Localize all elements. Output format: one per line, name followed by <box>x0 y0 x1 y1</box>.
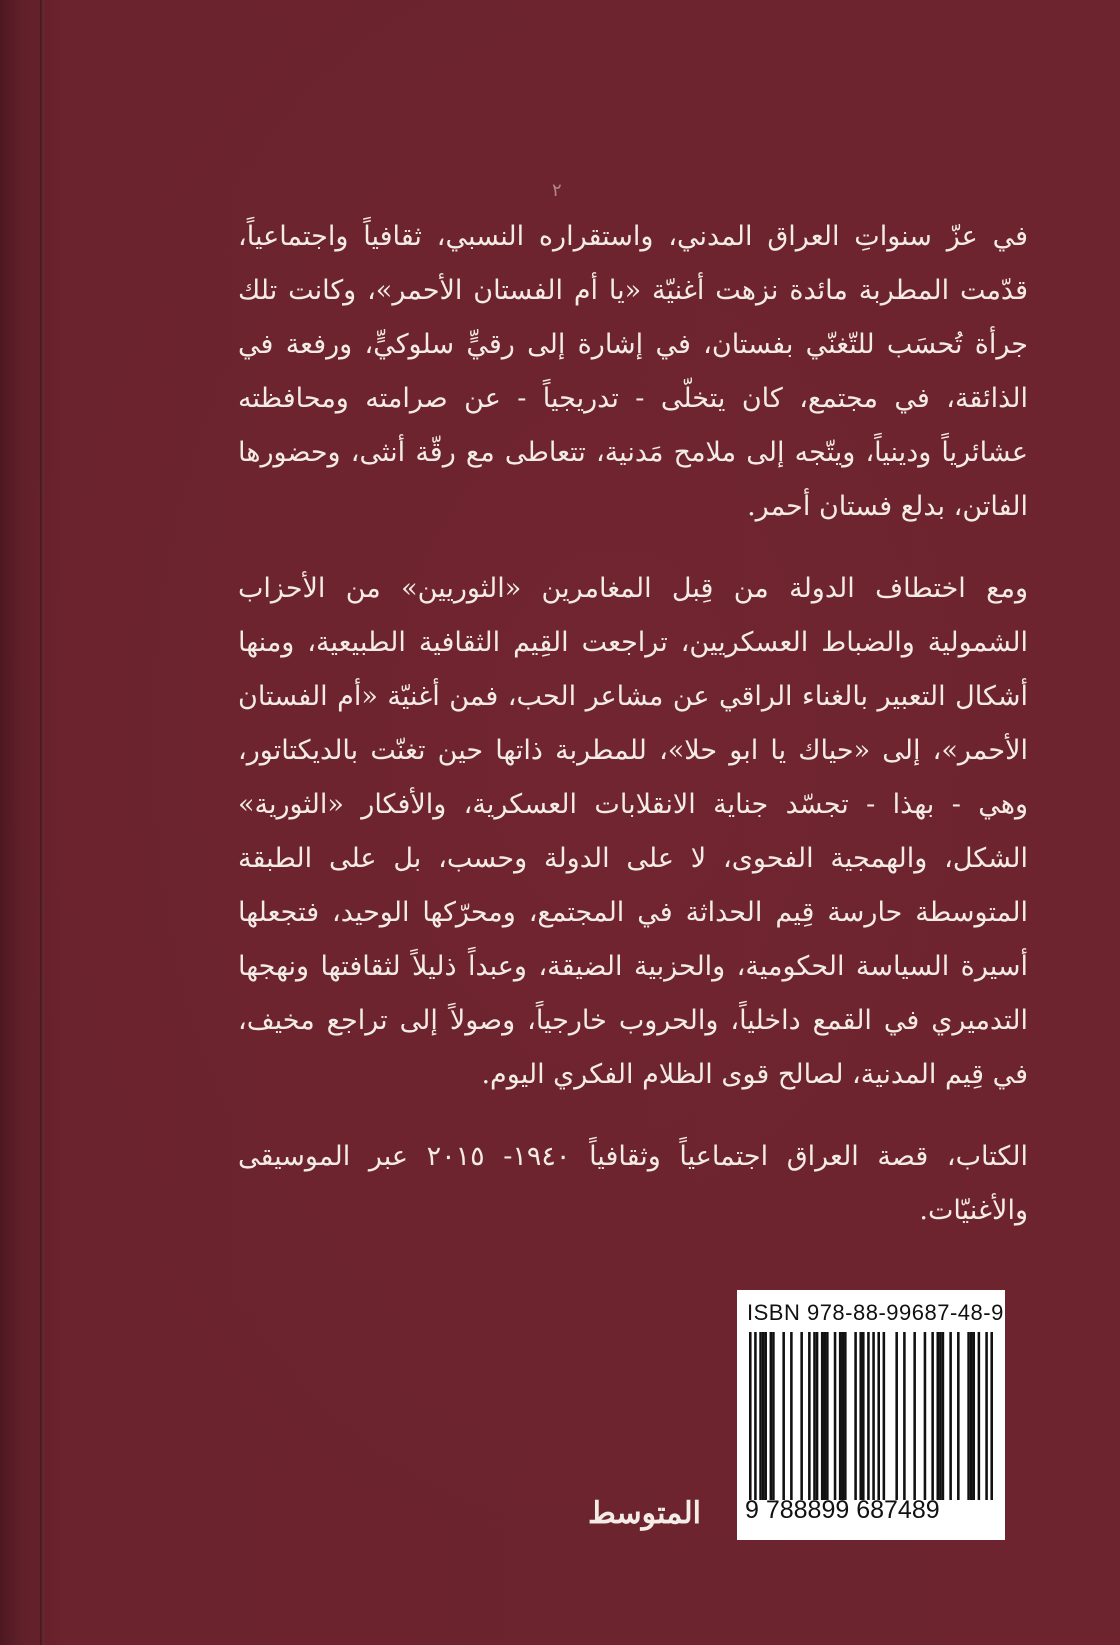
barcode-bar <box>826 1332 829 1500</box>
barcode-bar <box>990 1332 993 1500</box>
barcode-bar <box>967 1332 970 1500</box>
barcode-bar <box>823 1332 826 1500</box>
barcode-bar <box>749 1332 752 1500</box>
barcode-bar <box>841 1332 844 1500</box>
spine-groove <box>40 0 44 1645</box>
barcode-bar <box>942 1332 945 1500</box>
barcode-bar <box>931 1332 934 1500</box>
barcode-bar <box>764 1332 767 1500</box>
barcode-bar <box>936 1332 939 1500</box>
barcode-bar <box>790 1332 793 1500</box>
isbn-barcode-panel <box>737 1290 1005 1540</box>
barcode-bar <box>854 1332 857 1500</box>
barcode-bar <box>800 1332 803 1500</box>
publisher-logo: المتوسط <box>588 1496 701 1531</box>
barcode-bar <box>772 1332 775 1500</box>
barcode-bar <box>859 1332 862 1500</box>
barcode-bar <box>985 1332 988 1500</box>
barcode-bar <box>754 1332 757 1500</box>
blurb-paragraph-2: ومع اختطاف الدولة من قِبل المغامرين «الثوريين» من الأحزاب الشمولية والضباط العسكريين، تراجعت القِيم الثقافية الطبيعية، ومنها أشكال التعبير بالغناء الراقي عن مشاعر الحب، فمن أغنيّة «أم الفستان الأحمر»، إلى «حياك يا ابو حلا»، للمطربة ذاتها حين تغنّت بالديكتاتور، وهي - بهذا - تجسّد جناية الانقلابات العسكرية، والأفكار «الثورية» الشكل، والهمجية الفحوى، لا على الدولة وحسب، بل على الطبقة المتوسطة حارسة قِيم الحداثة في المجتمع، ومحرّكها الوحيد، فتجعلها أسيرة السياسة الحكومية، والحزبية الضيقة، وعبداً ذليلاً لثقافتها ونهجها التدميري في القمع داخلياً، والحروب خارجياً، وصولاً إلى تراجع مخيف، في قِيم المدنية، لصالح قوى الظلام الفكري اليوم. <box>238 573 1028 1090</box>
barcode-bar <box>883 1332 886 1500</box>
barcode-bar <box>972 1332 975 1500</box>
barcode-bar <box>957 1332 960 1500</box>
isbn-label: ISBN 978-88-99687-48-9 <box>747 1300 1004 1325</box>
barcode-icon <box>749 1332 993 1500</box>
barcode-bar <box>939 1332 942 1500</box>
barcode-bar <box>877 1332 880 1500</box>
barcode-bar <box>872 1332 875 1500</box>
barcode-bar <box>903 1332 906 1500</box>
barcode-bar <box>821 1332 824 1500</box>
barcode-bar <box>862 1332 865 1500</box>
barcode-bar <box>913 1332 916 1500</box>
blurb-text <box>238 210 1028 1266</box>
barcode-bar <box>949 1332 952 1500</box>
ean-digits: 9 788899 687489 <box>745 1496 940 1524</box>
barcode-bar <box>759 1332 762 1500</box>
barcode-bar <box>978 1332 981 1500</box>
barcode-bar <box>762 1332 765 1500</box>
page-mark: ٢ <box>552 180 562 201</box>
barcode-bar <box>867 1332 870 1500</box>
barcode-bar <box>839 1332 842 1500</box>
barcode-bar <box>924 1332 927 1500</box>
barcode-bar <box>816 1332 819 1500</box>
blurb-paragraph-1: في عزّ سنواتِ العراق المدني، واستقراره النسبي، ثقافياً واجتماعياً، قدّمت المطربة مائدة نزهت أغنيّة «يا أم الفستان الأحمر»، وكانت تلك جرأة تُحسَب للتّغنّي بفستان، في إشارة إلى رقيٍّ سلوكيٍّ، ورفعة في الذائقة، في مجتمع، كان يتخلّى - تدريجياً - عن صرامته ومحافظته عشائرياً ودينياً، ويتّجه إلى ملامح مَدنية، تتعاطى مع رقّة أنثى، وحضورها الفاتن، بدلع فستان أحمر. <box>238 221 1028 522</box>
barcode-bar <box>813 1332 816 1500</box>
barcode-bar <box>895 1332 898 1500</box>
barcode-bar <box>782 1332 785 1500</box>
barcode-bar <box>834 1332 837 1500</box>
barcode-bar <box>808 1332 811 1500</box>
barcode-bar <box>844 1332 847 1500</box>
blurb-paragraph-3: الكتاب، قصة العراق اجتماعياً وثقافياً ١٩٤٠- ٢٠١٥ عبر الموسيقى والأغنيّات. <box>238 1141 1028 1226</box>
barcode-bar <box>970 1332 973 1500</box>
barcode-bar <box>770 1332 773 1500</box>
